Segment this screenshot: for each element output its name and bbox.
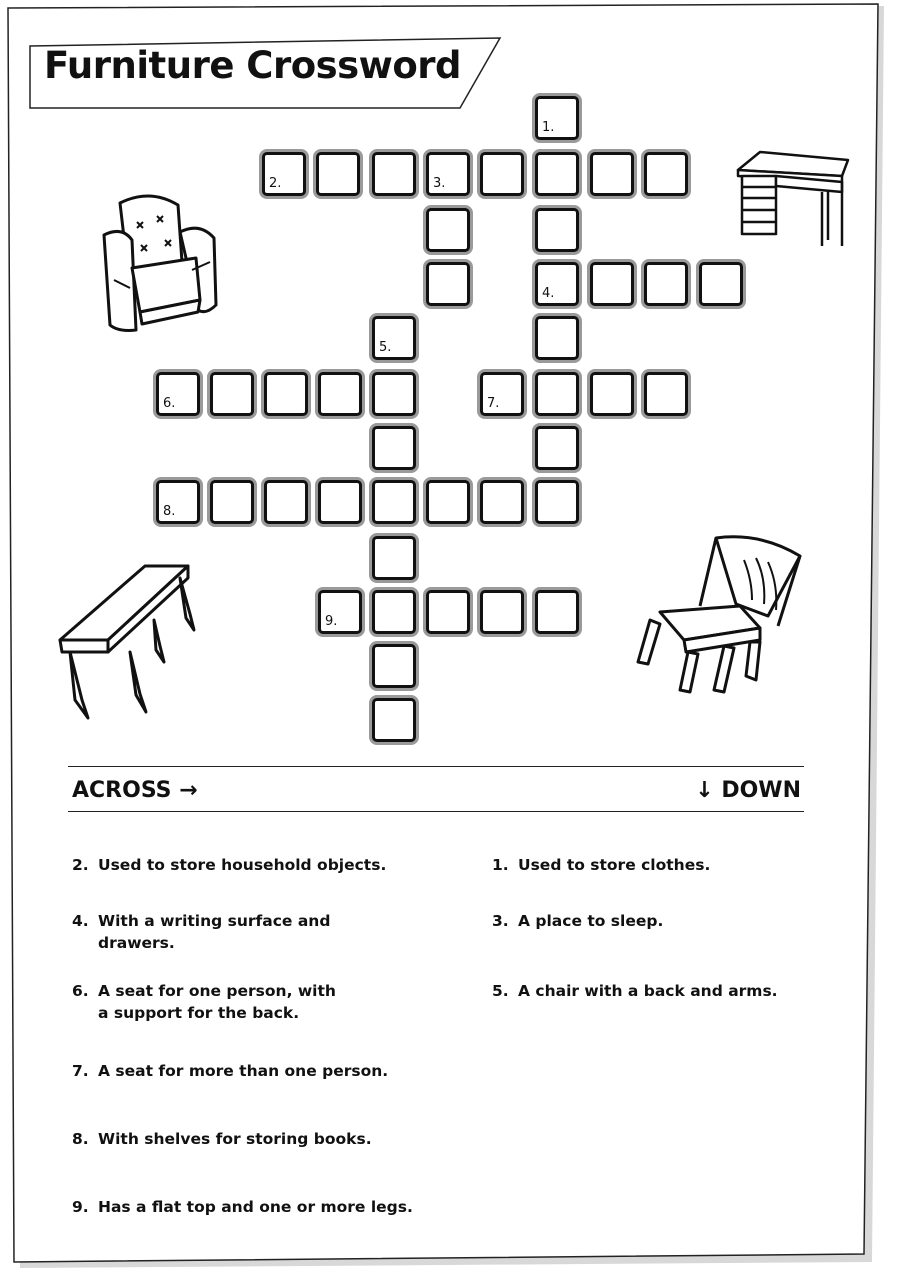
crossword-cell[interactable] bbox=[372, 536, 416, 580]
clue-text: A seat for one person, with bbox=[98, 982, 336, 1000]
crossword-cell[interactable] bbox=[264, 372, 308, 416]
clue-num: 5. bbox=[492, 982, 509, 1000]
clue-text-cont: drawers. bbox=[98, 934, 175, 952]
crossword-cell[interactable] bbox=[426, 480, 470, 524]
clue-num: 9. bbox=[72, 1198, 89, 1216]
across-clue-6 bbox=[72, 980, 336, 1024]
down-clue-5 bbox=[492, 980, 778, 1002]
crossword-cell[interactable] bbox=[535, 590, 579, 634]
header-rule-top bbox=[68, 766, 804, 767]
crossword-cell[interactable] bbox=[372, 316, 416, 360]
crossword-cell[interactable] bbox=[535, 372, 579, 416]
crossword-cell[interactable] bbox=[318, 372, 362, 416]
clue-text: A place to sleep. bbox=[518, 912, 664, 930]
clue-text: A seat for more than one person. bbox=[98, 1062, 389, 1080]
across-clue-9 bbox=[72, 1196, 413, 1218]
crossword-cell[interactable] bbox=[156, 480, 200, 524]
clue-number: 5. bbox=[379, 340, 392, 355]
across-clue-7 bbox=[72, 1060, 388, 1082]
crossword-cell[interactable] bbox=[535, 96, 579, 140]
crossword-cell[interactable] bbox=[480, 152, 524, 196]
crossword-cell[interactable] bbox=[372, 480, 416, 524]
clue-num: 4. bbox=[72, 912, 89, 930]
crossword-cell[interactable] bbox=[480, 372, 524, 416]
clue-text: With shelves for storing books. bbox=[98, 1130, 372, 1148]
clue-number: 6. bbox=[163, 396, 176, 411]
across-clue-4 bbox=[72, 910, 330, 954]
crossword-cell[interactable] bbox=[156, 372, 200, 416]
crossword-cell[interactable] bbox=[372, 644, 416, 688]
across-clue-8 bbox=[72, 1128, 372, 1150]
down-clue-3 bbox=[492, 910, 663, 932]
crossword-cell[interactable] bbox=[372, 426, 416, 470]
crossword-cell[interactable] bbox=[262, 152, 306, 196]
crossword-cell[interactable] bbox=[372, 152, 416, 196]
crossword-cell[interactable] bbox=[535, 426, 579, 470]
crossword-cell[interactable] bbox=[535, 152, 579, 196]
clue-text: Used to store clothes. bbox=[518, 856, 711, 874]
clue-number: 9. bbox=[325, 614, 338, 629]
clue-num: 6. bbox=[72, 982, 89, 1000]
clue-number: 2. bbox=[269, 176, 282, 191]
across-header: ACROSS → bbox=[72, 778, 198, 803]
clue-number: 7. bbox=[487, 396, 500, 411]
crossword-cell[interactable] bbox=[264, 480, 308, 524]
clue-number: 8. bbox=[163, 504, 176, 519]
clue-num: 7. bbox=[72, 1062, 89, 1080]
down-header: ↓ DOWN bbox=[695, 778, 801, 803]
crossword-cell[interactable] bbox=[372, 372, 416, 416]
clue-text: A chair with a back and arms. bbox=[518, 982, 778, 1000]
crossword-cell[interactable] bbox=[426, 208, 470, 252]
crossword-cell[interactable] bbox=[426, 590, 470, 634]
clue-num: 2. bbox=[72, 856, 89, 874]
crossword-cell[interactable] bbox=[426, 262, 470, 306]
crossword-cell[interactable] bbox=[535, 316, 579, 360]
crossword-cell[interactable] bbox=[644, 152, 688, 196]
crossword-cell[interactable] bbox=[590, 262, 634, 306]
crossword-cell[interactable] bbox=[372, 590, 416, 634]
clue-text: Has a flat top and one or more legs. bbox=[98, 1198, 413, 1216]
crossword-cell[interactable] bbox=[535, 208, 579, 252]
clue-number: 3. bbox=[433, 176, 446, 191]
crossword-cell[interactable] bbox=[590, 372, 634, 416]
clue-text: Used to store household objects. bbox=[98, 856, 387, 874]
worksheet-title: Furniture Crossword bbox=[44, 44, 461, 87]
across-clue-2 bbox=[72, 854, 386, 876]
crossword-cell[interactable] bbox=[590, 152, 634, 196]
clue-number: 1. bbox=[542, 120, 555, 135]
header-rule-bottom bbox=[68, 811, 804, 812]
crossword-cell[interactable] bbox=[316, 152, 360, 196]
crossword-cell[interactable] bbox=[372, 698, 416, 742]
crossword-cell[interactable] bbox=[210, 372, 254, 416]
crossword-cell[interactable] bbox=[318, 480, 362, 524]
crossword-cell[interactable] bbox=[318, 590, 362, 634]
crossword-cell[interactable] bbox=[699, 262, 743, 306]
crossword-cell[interactable] bbox=[644, 262, 688, 306]
down-clue-1 bbox=[492, 854, 710, 876]
clue-num: 8. bbox=[72, 1130, 89, 1148]
clue-text: With a writing surface and bbox=[98, 912, 331, 930]
crossword-cell[interactable] bbox=[426, 152, 470, 196]
crossword-cell[interactable] bbox=[480, 480, 524, 524]
clue-number: 4. bbox=[542, 286, 555, 301]
crossword-cell[interactable] bbox=[535, 262, 579, 306]
clue-text-cont: a support for the back. bbox=[98, 1004, 300, 1022]
crossword-cell[interactable] bbox=[210, 480, 254, 524]
clue-num: 1. bbox=[492, 856, 509, 874]
clue-num: 3. bbox=[492, 912, 509, 930]
crossword-cell[interactable] bbox=[535, 480, 579, 524]
crossword-cell[interactable] bbox=[644, 372, 688, 416]
crossword-cell[interactable] bbox=[480, 590, 524, 634]
